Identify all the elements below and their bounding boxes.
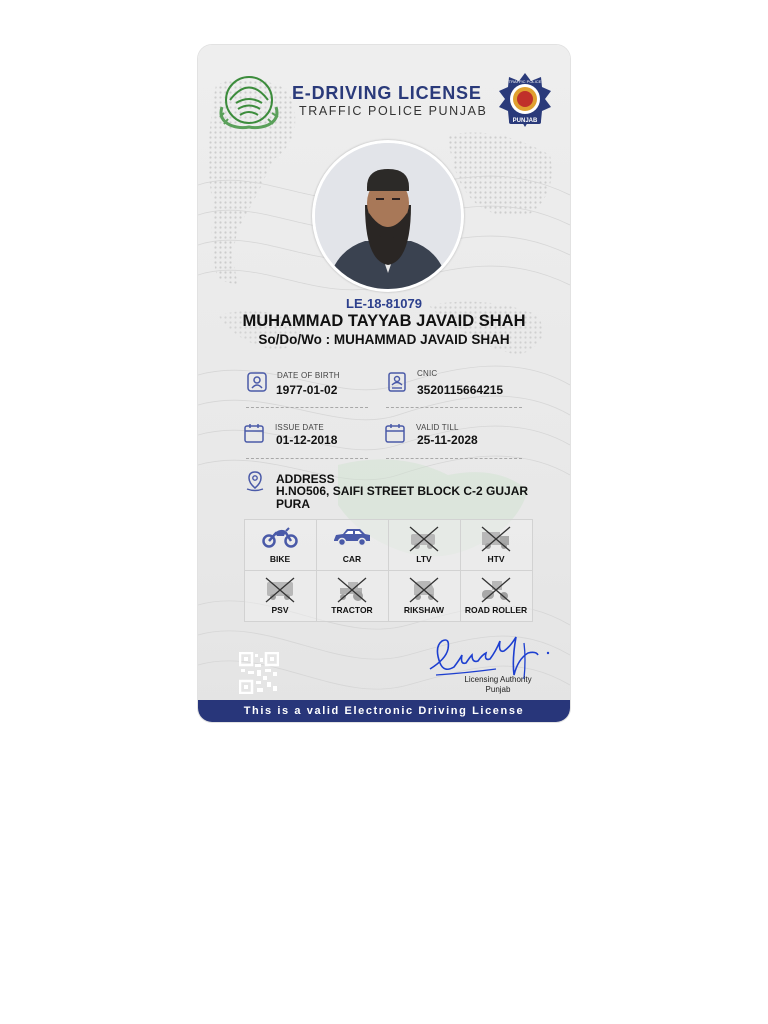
category-ltv [388, 519, 461, 571]
category-bike [244, 519, 317, 571]
holder-photo [312, 140, 464, 292]
relation-name: MUHAMMAD JAVAID SHAH [333, 332, 510, 347]
divider [246, 407, 368, 408]
road-roller-icon [480, 577, 512, 603]
htv-icon [480, 526, 512, 552]
card-subtitle: TRAFFIC POLICE PUNJAB [299, 104, 488, 118]
category-tractor [316, 570, 389, 622]
rikshaw-icon [408, 577, 440, 603]
license-card [198, 45, 570, 722]
ltv-icon [408, 526, 440, 552]
valid-till-value: 25-11-2028 [417, 433, 478, 447]
category-road-roller [460, 570, 533, 622]
calendar-icon [384, 422, 406, 444]
id-card-icon [246, 371, 268, 393]
holder-name: MUHAMMAD TAYYAB JAVAID SHAH [242, 312, 526, 330]
address-label: ADDRESS [276, 472, 335, 486]
relation-line [198, 332, 570, 347]
divider [386, 407, 522, 408]
cnic-icon [386, 371, 408, 393]
car-icon [332, 526, 372, 548]
authority-line1: Licensing Authority [464, 675, 532, 684]
punjab-emblem-icon [216, 73, 282, 131]
badge-bottom-text: PUNJAB [512, 118, 538, 124]
authority-line2: Punjab [485, 685, 511, 694]
validity-footer: This is a valid Electronic Driving License [198, 700, 570, 722]
traffic-police-badge-icon [498, 71, 552, 131]
motorbike-icon [262, 526, 298, 548]
category-label: BIKE [269, 553, 291, 564]
issue-date-label: ISSUE DATE [275, 423, 324, 432]
license-number: LE-18-81079 [346, 296, 422, 311]
divider [246, 458, 368, 459]
issue-date-value: 01-12-2018 [276, 433, 338, 447]
qr-code [239, 652, 279, 694]
category-label: CAR [342, 553, 362, 564]
category-label: ROAD ROLLER [464, 604, 528, 615]
relation-label: So/Do/Wo : [258, 332, 331, 347]
category-htv [460, 519, 533, 571]
category-label: TRACTOR [331, 604, 373, 615]
category-label: HTV [487, 553, 505, 564]
dob-label: DATE OF BIRTH [277, 371, 340, 380]
vehicle-categories [244, 519, 532, 621]
category-psv [244, 570, 317, 622]
badge-top-text: TRAFFIC POLICE [508, 79, 542, 84]
location-pin-icon [244, 470, 266, 492]
psv-icon [264, 577, 296, 603]
valid-till-label: VALID TILL [416, 423, 459, 432]
dob-value: 1977-01-02 [276, 383, 338, 397]
category-label: LTV [416, 553, 432, 564]
cnic-label: CNIC [417, 369, 438, 378]
category-car [316, 519, 389, 571]
address-value: H.NO506, SAIFI STREET BLOCK C-2 GUJAR PURA [276, 484, 529, 511]
cnic-value: 3520115664215 [417, 383, 504, 397]
category-rikshaw [388, 570, 461, 622]
calendar-icon [243, 422, 265, 444]
card-title: E-DRIVING LICENSE [292, 83, 482, 103]
tractor-icon [336, 577, 368, 603]
divider [386, 458, 522, 459]
category-label: RIKSHAW [403, 604, 445, 615]
category-label: PSV [271, 604, 289, 615]
